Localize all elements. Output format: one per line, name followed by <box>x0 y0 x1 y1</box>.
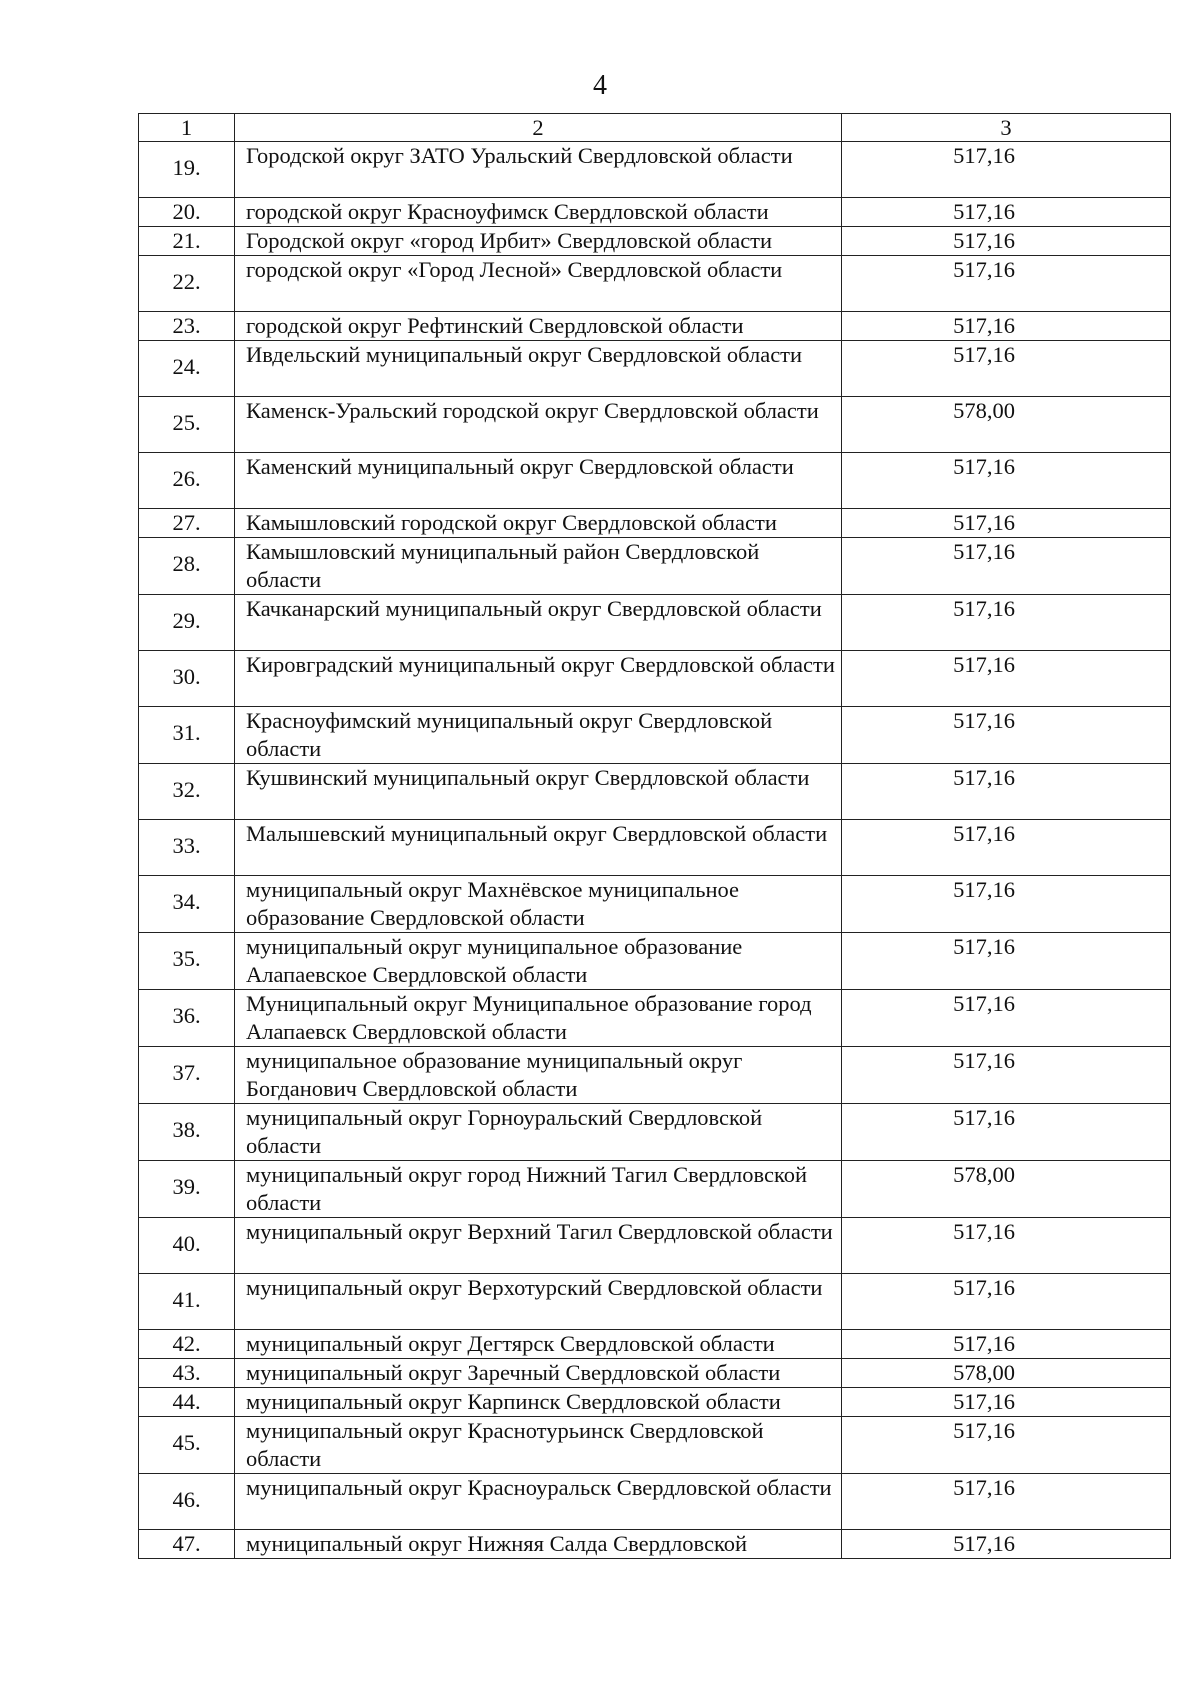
rate-value: 517,16 <box>842 312 1171 341</box>
municipality-name: Камышловский городской округ Свердловской области <box>235 509 842 538</box>
municipality-name: городской округ Рефтинский Свердловской области <box>235 312 842 341</box>
municipality-name: муниципальный округ Горноуральский Свердловской области <box>235 1104 842 1161</box>
municipality-name: муниципальный округ Махнёвское муниципальное образование Свердловской области <box>235 876 842 933</box>
row-number: 21. <box>139 227 235 256</box>
table-row <box>139 312 1171 341</box>
municipality-name: муниципальный округ Нижняя Салда Свердловской <box>235 1530 842 1559</box>
rate-value: 517,16 <box>842 142 1171 198</box>
rate-value: 517,16 <box>842 538 1171 595</box>
row-number: 35. <box>139 933 235 990</box>
municipality-name: муниципальный округ Карпинск Свердловской области <box>235 1388 842 1417</box>
table-row <box>139 538 1171 595</box>
row-number: 27. <box>139 509 235 538</box>
row-number: 41. <box>139 1274 235 1330</box>
rate-value: 517,16 <box>842 990 1171 1047</box>
municipality-name: городской округ «Город Лесной» Свердловской области <box>235 256 842 312</box>
row-number: 47. <box>139 1530 235 1559</box>
row-number: 37. <box>139 1047 235 1104</box>
rate-value: 517,16 <box>842 1530 1171 1559</box>
rate-value: 517,16 <box>842 453 1171 509</box>
rate-value: 517,16 <box>842 1474 1171 1530</box>
rate-value: 578,00 <box>842 1161 1171 1218</box>
column-header-value: 3 <box>842 114 1171 142</box>
row-number: 22. <box>139 256 235 312</box>
rate-value: 517,16 <box>842 227 1171 256</box>
column-header-name: 2 <box>235 114 842 142</box>
rate-value: 517,16 <box>842 1218 1171 1274</box>
table-row <box>139 990 1171 1047</box>
rate-value: 578,00 <box>842 1359 1171 1388</box>
row-number: 45. <box>139 1417 235 1474</box>
rate-value: 517,16 <box>842 1417 1171 1474</box>
table-row <box>139 764 1171 820</box>
rate-value: 517,16 <box>842 876 1171 933</box>
municipality-name: Городской округ «город Ирбит» Свердловской области <box>235 227 842 256</box>
municipality-name: Камышловский муниципальный район Свердловской области <box>235 538 842 595</box>
municipality-name: муниципальное образование муниципальный округ Богданович Свердловской области <box>235 1047 842 1104</box>
row-number: 40. <box>139 1218 235 1274</box>
table-row <box>139 142 1171 198</box>
table-row <box>139 509 1171 538</box>
municipality-name: Ивдельский муниципальный округ Свердловской области <box>235 341 842 397</box>
municipality-name: муниципальный округ Верхотурский Свердловской области <box>235 1274 842 1330</box>
municipality-name: муниципальный округ Заречный Свердловской области <box>235 1359 842 1388</box>
municipality-name: муниципальный округ Верхний Тагил Свердловской области <box>235 1218 842 1274</box>
rate-value: 517,16 <box>842 707 1171 764</box>
row-number: 25. <box>139 397 235 453</box>
rate-value: 517,16 <box>842 764 1171 820</box>
table-row <box>139 1218 1171 1274</box>
municipality-name: Малышевский муниципальный округ Свердловской области <box>235 820 842 876</box>
row-number: 28. <box>139 538 235 595</box>
table-row <box>139 341 1171 397</box>
rate-value: 517,16 <box>842 933 1171 990</box>
table-row <box>139 876 1171 933</box>
municipality-rates-table <box>138 113 1171 1559</box>
rate-value: 517,16 <box>842 595 1171 651</box>
row-number: 38. <box>139 1104 235 1161</box>
row-number: 26. <box>139 453 235 509</box>
table-row <box>139 651 1171 707</box>
rate-value: 517,16 <box>842 256 1171 312</box>
table-row <box>139 1530 1171 1559</box>
row-number: 29. <box>139 595 235 651</box>
table-row <box>139 227 1171 256</box>
rate-value: 517,16 <box>842 509 1171 538</box>
municipality-name: Кушвинский муниципальный округ Свердловской области <box>235 764 842 820</box>
row-number: 33. <box>139 820 235 876</box>
municipality-name: муниципальный округ Краснотурьинск Свердловской области <box>235 1417 842 1474</box>
rate-value: 517,16 <box>842 198 1171 227</box>
table-header-row <box>139 114 1171 142</box>
municipality-name: муниципальный округ Красноуральск Свердловской области <box>235 1474 842 1530</box>
column-header-number: 1 <box>139 114 235 142</box>
table-row <box>139 1161 1171 1218</box>
rate-value: 517,16 <box>842 1330 1171 1359</box>
rate-value: 517,16 <box>842 1388 1171 1417</box>
table-row <box>139 933 1171 990</box>
municipality-name: Красноуфимский муниципальный округ Свердловской области <box>235 707 842 764</box>
table-row <box>139 1047 1171 1104</box>
table-row <box>139 1474 1171 1530</box>
rate-value: 517,16 <box>842 651 1171 707</box>
table-row <box>139 1104 1171 1161</box>
row-number: 34. <box>139 876 235 933</box>
rate-value: 517,16 <box>842 1274 1171 1330</box>
rate-value: 517,16 <box>842 1104 1171 1161</box>
row-number: 43. <box>139 1359 235 1388</box>
rate-value: 578,00 <box>842 397 1171 453</box>
table-row <box>139 1359 1171 1388</box>
table-row <box>139 1330 1171 1359</box>
municipality-name: Каменский муниципальный округ Свердловской области <box>235 453 842 509</box>
table-row <box>139 453 1171 509</box>
table-row <box>139 1388 1171 1417</box>
municipality-name: Кировградский муниципальный округ Свердловской области <box>235 651 842 707</box>
row-number: 32. <box>139 764 235 820</box>
table-row <box>139 707 1171 764</box>
table-row <box>139 397 1171 453</box>
row-number: 44. <box>139 1388 235 1417</box>
table-row <box>139 595 1171 651</box>
row-number: 24. <box>139 341 235 397</box>
table-row <box>139 256 1171 312</box>
municipality-name: муниципальный округ муниципальное образование Алапаевское Свердловской области <box>235 933 842 990</box>
municipality-name: Качканарский муниципальный округ Свердловской области <box>235 595 842 651</box>
municipality-name: Городской округ ЗАТО Уральский Свердловской области <box>235 142 842 198</box>
municipality-name: городской округ Красноуфимск Свердловской области <box>235 198 842 227</box>
municipality-name: муниципальный округ город Нижний Тагил Свердловской области <box>235 1161 842 1218</box>
rate-value: 517,16 <box>842 341 1171 397</box>
row-number: 36. <box>139 990 235 1047</box>
row-number: 42. <box>139 1330 235 1359</box>
row-number: 19. <box>139 142 235 198</box>
page-number: 4 <box>593 70 607 101</box>
row-number: 23. <box>139 312 235 341</box>
rate-value: 517,16 <box>842 820 1171 876</box>
row-number: 30. <box>139 651 235 707</box>
municipality-name: муниципальный округ Дегтярск Свердловской области <box>235 1330 842 1359</box>
row-number: 31. <box>139 707 235 764</box>
table-row <box>139 1417 1171 1474</box>
municipality-name: Каменск-Уральский городской округ Свердловской области <box>235 397 842 453</box>
rate-value: 517,16 <box>842 1047 1171 1104</box>
table-row <box>139 820 1171 876</box>
row-number: 39. <box>139 1161 235 1218</box>
municipality-name: Муниципальный округ Муниципальное образование город Алапаевск Свердловской области <box>235 990 842 1047</box>
row-number: 20. <box>139 198 235 227</box>
table-row <box>139 198 1171 227</box>
row-number: 46. <box>139 1474 235 1530</box>
table-row <box>139 1274 1171 1330</box>
